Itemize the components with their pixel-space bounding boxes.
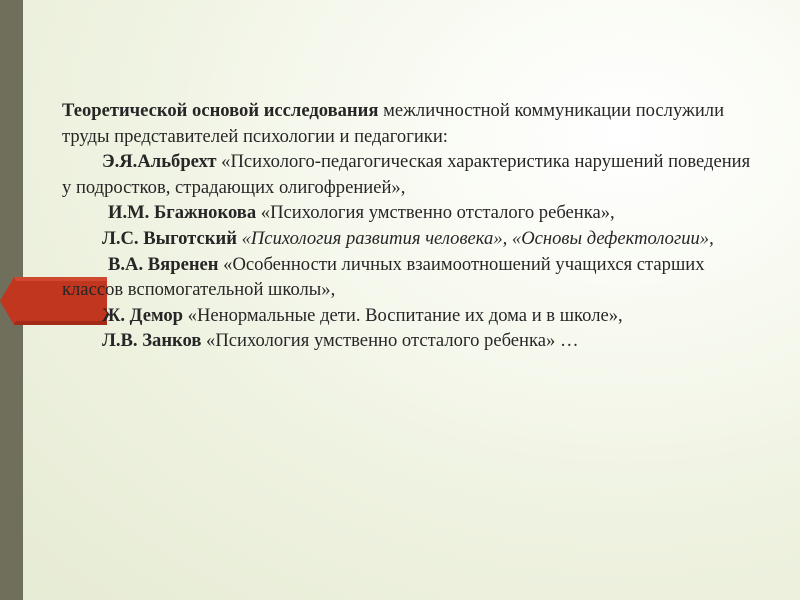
entry-work: «Психолого-педагогическая характеристика нарушений поведения у подростков, страдающих олигофренией», bbox=[62, 151, 751, 198]
slide-text-body bbox=[62, 98, 752, 354]
entry-author: Л.С. Выготский bbox=[102, 227, 237, 249]
intro-bold-lead: Теоретической основой исследования bbox=[62, 100, 379, 121]
reference-entry-vyarenen bbox=[62, 252, 752, 303]
entry-work: «Психология развития человека», «Основы дефектологии», bbox=[236, 227, 714, 249]
reference-entry-bgazhnokova bbox=[62, 200, 752, 226]
entry-work: «Ненормальные дети. Воспитание их дома и в школе», bbox=[183, 304, 623, 326]
entry-work: «Психология умственно отсталого ребенка», bbox=[256, 202, 615, 224]
entry-author: Ж. Демор bbox=[102, 304, 184, 326]
entry-author: И.М. Бгажнокова bbox=[108, 202, 257, 224]
reference-entry-zankov bbox=[62, 328, 752, 354]
intro-paragraph bbox=[62, 98, 752, 149]
entry-work: «Психология умственно отсталого ребенка» … bbox=[201, 330, 579, 352]
reference-entry-demor bbox=[62, 303, 752, 329]
intro-text: межличностной коммуникации послужили труды представителей психологии и педагогики: bbox=[62, 100, 725, 147]
reference-entry-albrecht bbox=[62, 149, 752, 200]
entry-work: «Особенности личных взаимоотношений учащихся старших классов вспомогательной школы», bbox=[62, 253, 705, 301]
entry-author: В.А. Вяренен bbox=[108, 253, 219, 275]
entry-author: Л.В. Занков bbox=[102, 330, 202, 352]
reference-entry-vygotsky bbox=[62, 226, 752, 252]
entry-author: Э.Я.Альбрехт bbox=[102, 151, 217, 173]
